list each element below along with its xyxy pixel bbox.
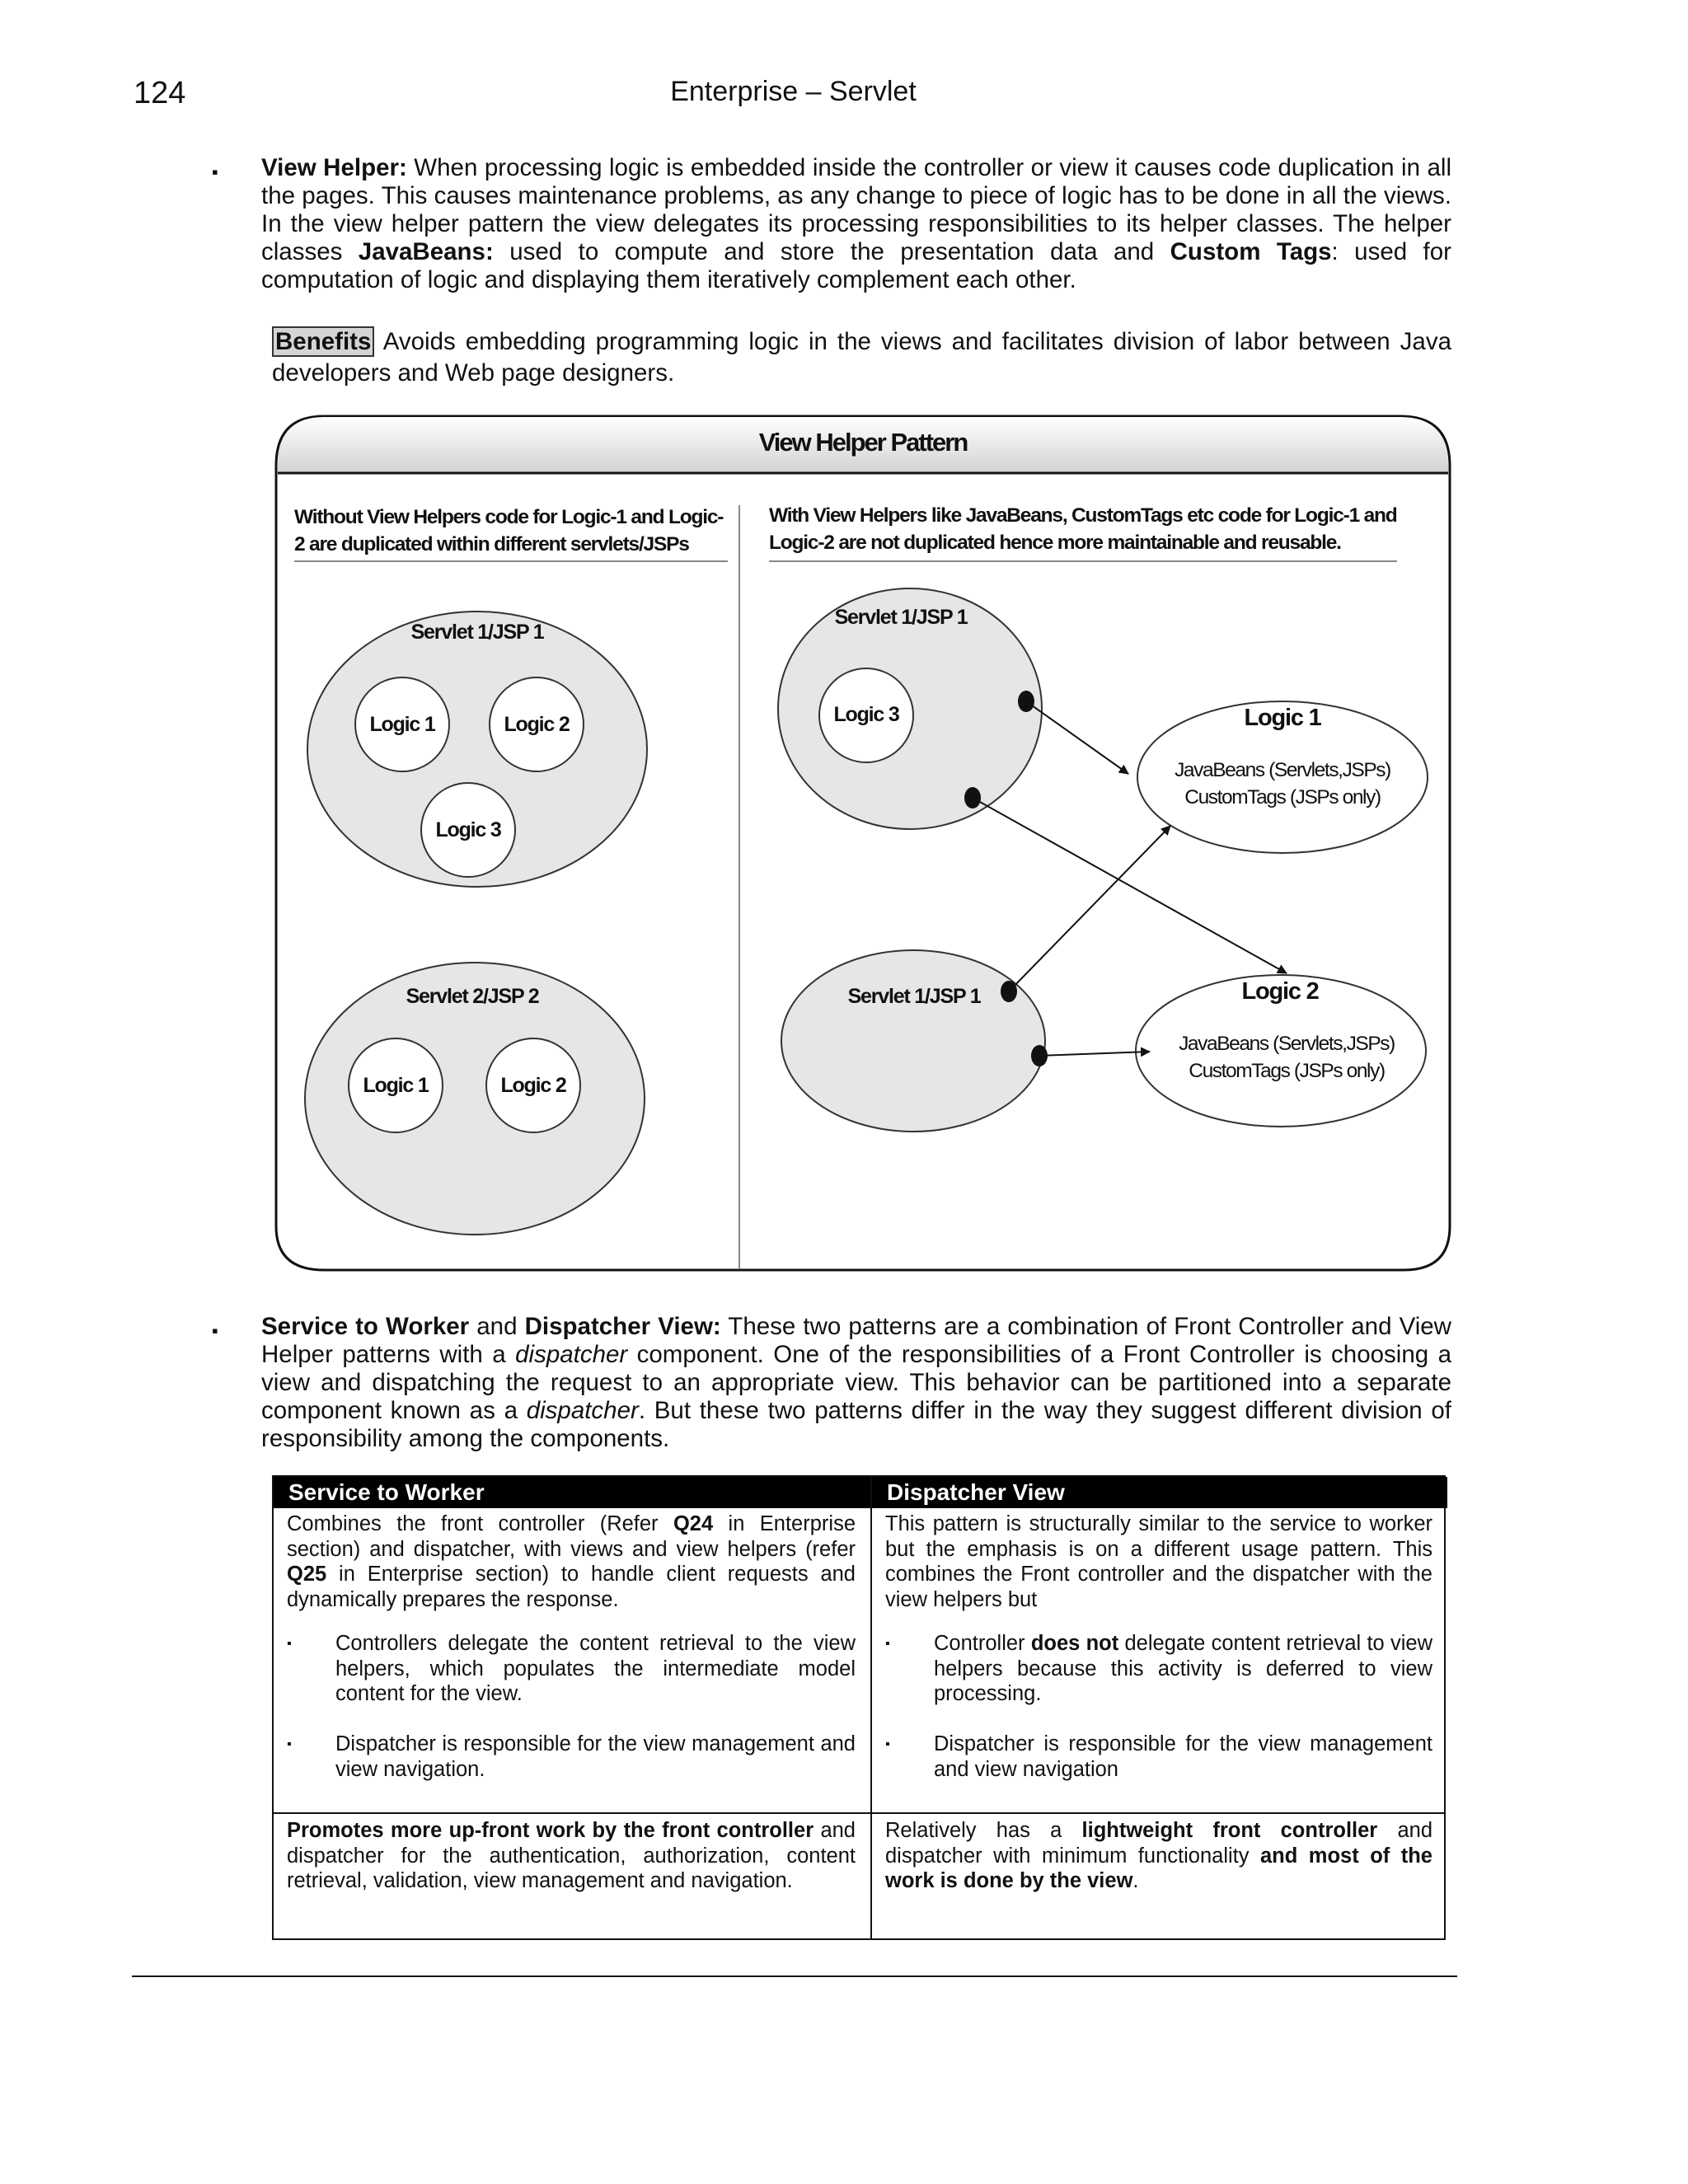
dv-bullet-1: Controller does not delegate content retrieval to view helpers because this activity is deferred to view processing. xyxy=(934,1632,1432,1705)
left2-logic1-label: Logic 1 xyxy=(363,1074,429,1097)
bullet-marker: ▪ xyxy=(885,1737,890,1751)
stw-intro: Combines the front controller (Refer Q24 in Enterprise section) and dispatcher, with views and view helpers (refer Q25 in Enterprise section) to handle client requests and dynamically prepares the response. xyxy=(287,1512,856,1611)
header-dispatcher-view: Dispatcher View xyxy=(887,1479,1065,1505)
dv-bullet-2: Dispatcher is responsible for the view management and view navigation xyxy=(934,1732,1432,1781)
left-servlet-1-title: Servlet 1/JSP 1 xyxy=(410,621,544,644)
header-service-to-worker: Service to Worker xyxy=(288,1479,485,1505)
bullet-marker: ▪ xyxy=(885,1637,890,1651)
right-servlet-2-title: Servlet 1/JSP 1 xyxy=(847,985,981,1008)
stw-bullet-1: Controllers delegate the content retrieval to the view helpers, which populates the intermediate model content for the view. xyxy=(335,1632,856,1705)
left1-logic1-label: Logic 1 xyxy=(369,713,435,736)
right-servlet-1-title: Servlet 1/JSP 1 xyxy=(834,606,968,629)
bullet-marker: ▪ xyxy=(287,1737,292,1751)
left-caption: Without View Helpers code for Logic-1 and Logic-2 are duplicated within different servlets/JSPs xyxy=(294,506,724,555)
left2-logic2-label: Logic 2 xyxy=(500,1074,566,1097)
view-helper-term: View Helper: xyxy=(261,154,407,181)
helper-logic2-line-1: JavaBeans (Servlets,JSPs) xyxy=(1179,1033,1395,1055)
view-helper-diagram xyxy=(274,415,1451,1272)
left1-logic2-label: Logic 2 xyxy=(504,713,570,736)
diagram-title: View Helper Pattern xyxy=(758,428,968,457)
footer-rule xyxy=(132,1975,1457,1977)
helper-logic1-line-2: CustomTags (JSPs only) xyxy=(1184,786,1381,808)
benefits-label: Benefits xyxy=(272,326,374,357)
right-servlet-2-shape xyxy=(781,950,1045,1132)
running-header: Enterprise – Servlet xyxy=(670,76,917,107)
dv-intro: This pattern is structurally similar to the service to worker but the emphasis is on a different usage pattern. This combines the Front controller and the dispatcher with the view helpers but xyxy=(885,1512,1432,1611)
comparison-table xyxy=(272,1475,1446,1940)
stw-bottom: Promotes more up-front work by the front controller and dispatcher for the authentication, authorization, content retrieval, validation, view management and navigation. xyxy=(287,1819,856,1892)
helper-logic1-line-1: JavaBeans (Servlets,JSPs) xyxy=(1175,759,1390,781)
right-logic3-label: Logic 3 xyxy=(833,703,899,726)
left1-logic3-label: Logic 3 xyxy=(435,818,501,841)
bullet-marker: ▪ xyxy=(212,162,218,182)
helper-logic2-line-2: CustomTags (JSPs only) xyxy=(1189,1060,1385,1082)
dv-bottom: Relatively has a lightweight front controller and dispatcher with minimum functionality and most of the work is done by the view. xyxy=(885,1819,1432,1892)
bullet-marker: ▪ xyxy=(212,1320,218,1341)
view-helper-paragraph: View Helper: When processing logic is embedded inside the controller or view it causes code duplication in all the pages. This causes maintenance problems, as any change to piece of logic has to be done in all the views. In the view helper pattern the view delegates its processing responsibilities to its helper classes. The helper classes JavaBeans: used to compute and store the presentation data and Custom Tags: used for computation of logic and displaying them iteratively complement each other. xyxy=(261,154,1451,293)
helper-logic2-title: Logic 2 xyxy=(1241,978,1319,1005)
benefits-paragraph: Benefits Avoids embedding programming logic in the views and facilitates division of labor between Java developers and Web page designers. xyxy=(272,328,1451,387)
stw-bullet-2: Dispatcher is responsible for the view management and view navigation. xyxy=(335,1732,856,1781)
helper-logic1-title: Logic 1 xyxy=(1244,705,1321,731)
left-servlet-2-title: Servlet 2/JSP 2 xyxy=(406,985,539,1008)
bullet-marker: ▪ xyxy=(287,1637,292,1651)
page-number: 124 xyxy=(134,76,186,110)
right-caption: With View Helpers like JavaBeans, CustomTags etc code for Logic-1 and Logic-2 are not duplicated hence more maintainable and reusable. xyxy=(769,504,1397,554)
service-to-worker-paragraph: Service to Worker and Dispatcher View: These two patterns are a combination of Front Controller and View Helper patterns with a dispatcher component. One of the responsibilities of a Front Controller is choosing a view and dispatching the request to an appropriate view. This behavior can be partitioned into a separate component known as a dispatcher. But these two patterns differ in the way they suggest different division of responsibility among the components. xyxy=(261,1313,1451,1452)
row-separator xyxy=(274,1812,1444,1814)
column-separator xyxy=(870,1477,872,1938)
